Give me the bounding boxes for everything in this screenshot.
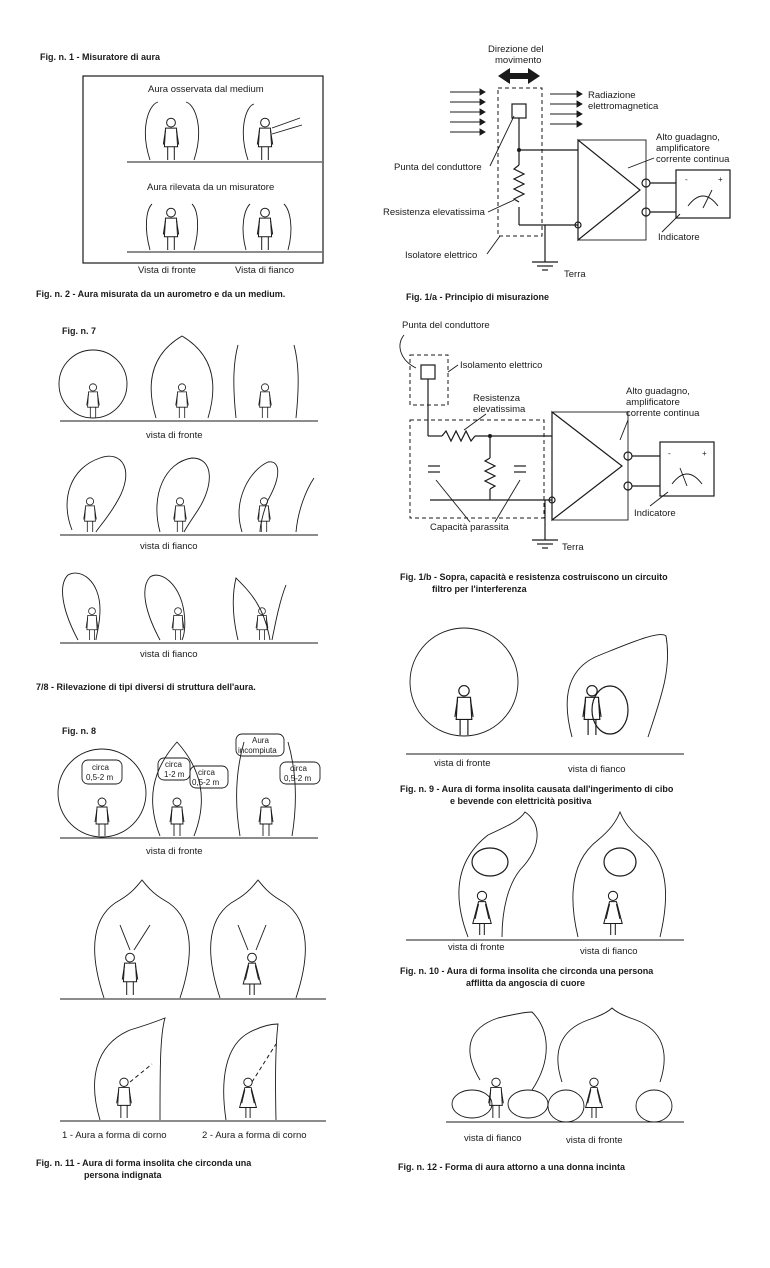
- fig1a-amplifier-box: [578, 140, 646, 240]
- fig7-row3: [60, 573, 318, 643]
- fig1b-probe-tip: [421, 365, 435, 379]
- fig12-side-label: vista di fianco: [464, 1133, 522, 1144]
- fig8-callout-5-line1: circa: [290, 764, 307, 773]
- fig9-figure: [400, 628, 684, 806]
- fig1-top-label: Aura osservata dal medium: [148, 84, 264, 95]
- fig11-right-label: 2 - Aura a forma di corno: [202, 1130, 307, 1141]
- fig7-row1-label: vista di fronte: [146, 430, 203, 441]
- fig11-caption-2: persona indignata: [84, 1170, 162, 1180]
- fig12-front-label: vista di fronte: [566, 1135, 623, 1146]
- fig1b-amplifier-box: [552, 412, 628, 520]
- fig10-hatched-mass-left: [472, 848, 508, 876]
- fig1b-gain-label-1: Alto guadagno,: [626, 386, 690, 397]
- fig8-label: vista di fronte: [146, 846, 203, 857]
- fig9-front-label: vista di fronte: [434, 758, 491, 769]
- fig8-callout-3-line2: 0,5-2 m: [192, 778, 220, 787]
- direction-arrow-icon: [498, 68, 540, 84]
- fig1-front-label: Vista di fronte: [138, 265, 196, 276]
- fig1-meter-side-person: [243, 204, 291, 250]
- fig12-caption: Fig. n. 12 - Forma di aura attorno a una donna incinta: [398, 1162, 626, 1172]
- fig7-row1: [59, 336, 318, 421]
- incoming-radiation-arrows: [450, 89, 485, 135]
- svg-text:+: +: [702, 449, 707, 458]
- fig10-hatched-mass-right: [604, 848, 636, 876]
- fig1b-caption-1: Fig. 1/b - Sopra, capacità e resistenza costruiscono un circuito: [400, 572, 668, 582]
- fig9-caption-1: Fig. n. 9 - Aura di forma insolita causata dall'ingerimento di cibo: [400, 784, 674, 794]
- fig8-callout-1-line1: circa: [92, 763, 109, 772]
- fig1b-filter-dashed-box: [410, 420, 544, 518]
- fig8-callout-4-line2: incompiuta: [238, 746, 277, 755]
- fig1-medium-front-person: [145, 102, 198, 160]
- fig1a-insulator-label: Isolatore elettrico: [405, 250, 478, 261]
- svg-text:-: -: [685, 175, 688, 184]
- svg-text:-: -: [668, 449, 671, 458]
- fig1a-ground-label: Terra: [564, 269, 586, 280]
- fig1b-capacity-label: Capacità parassita: [430, 522, 509, 533]
- fig1a-resistance-label: Resistenza elevatissima: [383, 207, 485, 218]
- fig10-caption-1: Fig. n. 10 - Aura di forma insolita che circonda una persona: [400, 966, 654, 976]
- fig11-figure: [36, 880, 326, 1180]
- fig78-caption: 7/8 - Rilevazione di tipi diversi di struttura dell'aura.: [36, 682, 256, 692]
- svg-text:+: +: [718, 175, 723, 184]
- fig11-caption-1: Fig. n. 11 - Aura di forma insolita che circonda una: [36, 1158, 252, 1168]
- fig1b-gain-label-2: amplificatore: [626, 397, 680, 408]
- fig1-mid-label: Aura rilevata da un misuratore: [147, 182, 275, 193]
- fig1a-circuit: [383, 44, 730, 302]
- fig1b-ground-label: Terra: [562, 542, 584, 553]
- fig1-meter-front-person: [146, 204, 197, 250]
- fig10-caption-2: afflitta da angoscia di cuore: [466, 978, 586, 988]
- fig8-callout-4-line1: Aura: [252, 736, 269, 745]
- fig1b-caption-2: filtro per l'interferenza: [432, 584, 527, 594]
- fig1a-caption: Fig. 1/a - Principio di misurazione: [406, 292, 550, 302]
- fig8-callout-3: [190, 766, 228, 788]
- fig9-caption-2: e bevende con elettricità positiva: [450, 796, 592, 806]
- fig8-callout-2-line2: 1-2 m: [164, 770, 185, 779]
- fig11-left-label: 1 - Aura a forma di corno: [62, 1130, 167, 1141]
- fig1-caption: Fig. n. 1 - Misuratore di aura: [40, 52, 161, 62]
- fig1b-resistance-label-2: elevatissima: [473, 404, 526, 415]
- fig1a-gain-label-3: corrente continua: [656, 154, 730, 165]
- fig8-callout-5: [280, 762, 320, 784]
- fig1b-resistance-label-1: Resistenza: [473, 393, 520, 404]
- fig1a-amplifier-triangle: [578, 140, 640, 240]
- fig1b-indicator-label: Indicatore: [634, 508, 676, 519]
- fig1a-radiation-label-1: Radiazione: [588, 90, 636, 101]
- fig1b-circuit: [400, 320, 714, 594]
- outgoing-radiation-arrows: [550, 91, 582, 127]
- fig9-side-label: vista di fianco: [568, 764, 626, 775]
- fig7-row2-label: vista di fianco: [140, 541, 198, 552]
- fig1-box-frame: [83, 76, 323, 263]
- fig8-callout-1-line2: 0,5-2 m: [86, 773, 114, 782]
- fig10-front-label: vista di fronte: [448, 942, 505, 953]
- fig1a-direction-label-1: Direzione del: [488, 44, 544, 55]
- fig7-row3-label: vista di fianco: [140, 649, 198, 660]
- fig1-side-label: Vista di fianco: [235, 265, 294, 276]
- fig1a-indicator-label: Indicatore: [658, 232, 700, 243]
- fig8-figure: [58, 726, 320, 857]
- fig8-callout-1: [82, 760, 122, 784]
- fig12-figure: [398, 1008, 684, 1172]
- fig1b-insulation-label: Isolamento elettrico: [460, 360, 543, 371]
- fig1a-resistor: [514, 165, 524, 202]
- fig1a-gain-label-2: amplificatore: [656, 143, 710, 154]
- fig1a-radiation-label-2: elettromagnetica: [588, 101, 659, 112]
- fig7-figure: [36, 326, 318, 692]
- fig1a-tip-label: Punta del conduttore: [394, 162, 482, 173]
- fig1-figure: [36, 52, 323, 299]
- fig2-caption: Fig. n. 2 - Aura misurata da un aurometro e da un medium.: [36, 289, 286, 299]
- fig8-caption: Fig. n. 8: [62, 726, 97, 736]
- fig1-medium-side-person: [243, 104, 302, 160]
- fig8-callout-2-line1: circa: [165, 760, 182, 769]
- fig1b-gain-label-3: corrente continua: [626, 408, 700, 419]
- fig1a-probe-tip: [512, 104, 526, 118]
- fig1b-amplifier-triangle: [552, 412, 622, 520]
- fig1b-shunt-resistor: [485, 458, 495, 489]
- fig1a-direction-label-2: movimento: [495, 55, 542, 66]
- fig8-callout-5-line2: 0,5-2 m: [284, 774, 312, 783]
- fig7-row2: [60, 456, 318, 535]
- fig1b-series-resistor: [442, 431, 475, 441]
- fig1b-tip-label: Punta del conduttore: [402, 320, 490, 331]
- fig1a-shield-dashed-box: [498, 88, 542, 236]
- fig10-side-label: vista di fianco: [580, 946, 638, 957]
- fig1a-gain-label-1: Alto guadagno,: [656, 132, 720, 143]
- fig8-callout-3-line1: circa: [198, 768, 215, 777]
- fig9-hatched-mass: [592, 686, 628, 734]
- fig7-caption: Fig. n. 7: [62, 326, 97, 336]
- fig10-figure: [400, 812, 684, 988]
